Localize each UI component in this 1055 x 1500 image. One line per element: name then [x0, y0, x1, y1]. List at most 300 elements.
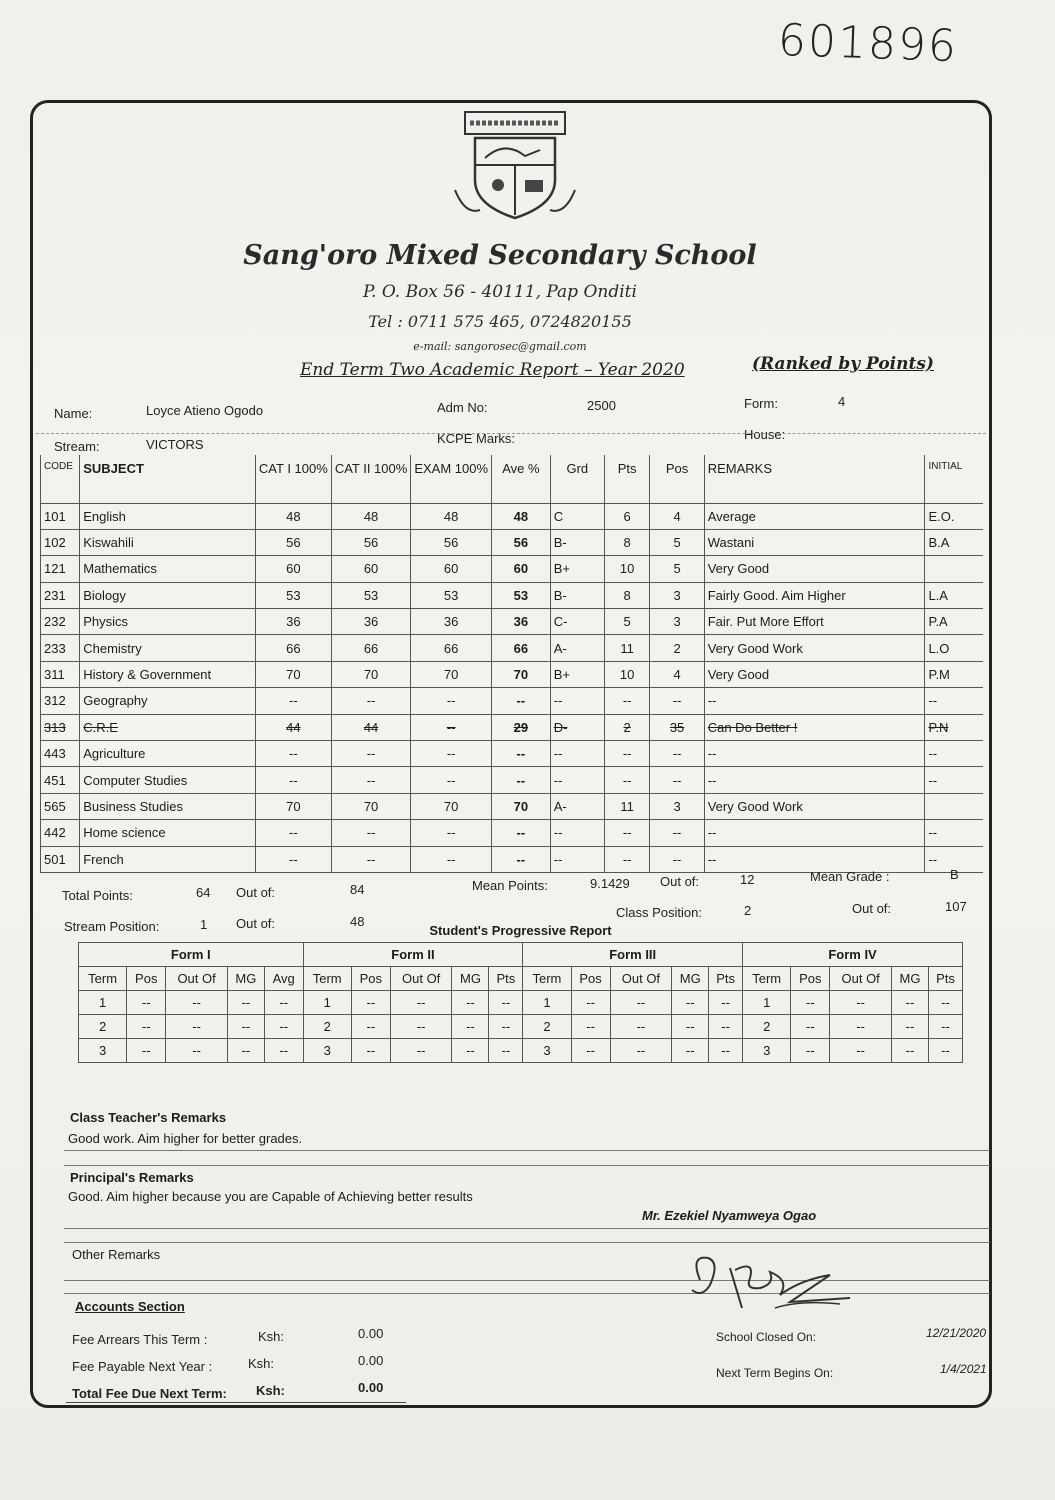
subject-ave-cell: 70 — [492, 793, 551, 819]
subject-exam-cell: -- — [411, 688, 492, 714]
progress-empty-cell: -- — [127, 1038, 166, 1062]
subject-subject-cell: Physics — [80, 609, 256, 635]
subject-pts-cell: 8 — [604, 582, 650, 608]
subject-pts-cell: 11 — [604, 635, 650, 661]
subject-cat2-cell: 56 — [331, 529, 411, 555]
subject-ave-cell: 53 — [492, 582, 551, 608]
subject-remarks-cell: Very Good — [704, 556, 925, 582]
subject-exam-cell: 66 — [411, 635, 492, 661]
subject-subject-cell: Chemistry — [80, 635, 256, 661]
rule-line — [64, 1228, 990, 1229]
name-label: Name: — [54, 406, 93, 421]
progress-empty-cell: -- — [571, 990, 610, 1014]
progress-empty-cell: -- — [227, 1014, 264, 1038]
subject-exam-cell: -- — [411, 767, 492, 793]
header-ave: Ave % — [492, 455, 551, 503]
subject-cat1-cell: -- — [255, 820, 331, 846]
student-name: Loyce Atieno Ogodo — [146, 403, 264, 418]
subject-pts-cell: 11 — [604, 793, 650, 819]
subject-pos-cell: 4 — [650, 661, 704, 687]
subject-pos-cell: 5 — [650, 529, 704, 555]
progress-empty-cell: -- — [390, 1038, 452, 1062]
subject-code-cell: 311 — [41, 661, 80, 687]
progress-empty-cell: -- — [166, 1038, 228, 1062]
subject-row — [41, 529, 984, 555]
progress-empty-cell: -- — [390, 990, 452, 1014]
adm-label: Adm No: — [437, 400, 488, 415]
subject-cat2-cell: -- — [331, 741, 411, 767]
subject-exam-cell: 70 — [411, 793, 492, 819]
subject-grd-cell: -- — [550, 846, 604, 872]
subject-exam-cell: -- — [411, 714, 492, 740]
subject-cat2-cell: 36 — [331, 609, 411, 635]
subject-pts-cell: 5 — [604, 609, 650, 635]
term-number-cell: 2 — [523, 1014, 571, 1038]
progress-column-header: MG — [891, 966, 928, 990]
stream-position: 1 — [200, 917, 208, 932]
subject-row — [41, 820, 984, 846]
term-number-cell: 2 — [743, 1014, 791, 1038]
subject-subject-cell: Kiswahili — [80, 529, 256, 555]
subject-exam-cell: 53 — [411, 582, 492, 608]
progress-term-row — [79, 990, 963, 1014]
progress-column-header: Term — [523, 966, 571, 990]
adm-number: 2500 — [587, 398, 616, 413]
subject-exam-cell: 36 — [411, 609, 492, 635]
subject-cat2-cell: 60 — [331, 556, 411, 582]
subject-ave-cell: 70 — [492, 661, 551, 687]
subject-initial-cell: B.A — [925, 529, 983, 555]
subject-ave-cell: -- — [492, 741, 551, 767]
subject-pos-cell: -- — [650, 767, 704, 793]
total-out-of-label: Out of: — [236, 885, 276, 900]
subject-exam-cell: -- — [411, 846, 492, 872]
progress-empty-cell: -- — [928, 990, 962, 1014]
progress-column-header: Pos — [351, 966, 390, 990]
progress-empty-cell: -- — [571, 1014, 610, 1038]
progress-column-header: Out Of — [390, 966, 452, 990]
school-crest-logo — [450, 110, 580, 225]
subject-cat2-cell: 70 — [331, 661, 411, 687]
subject-grd-cell: -- — [550, 688, 604, 714]
form-header: Form II — [303, 942, 523, 966]
progress-empty-cell: -- — [891, 1014, 928, 1038]
school-closed-label: School Closed On: — [716, 1330, 817, 1344]
progress-empty-cell: -- — [610, 1014, 672, 1038]
subject-cat2-cell: 44 — [331, 714, 411, 740]
subject-code-cell: 121 — [41, 556, 80, 582]
subject-initial-cell: P.A — [925, 609, 983, 635]
progress-empty-cell: -- — [351, 1014, 390, 1038]
subject-pts-cell: 10 — [604, 661, 650, 687]
subject-cat2-cell: 53 — [331, 582, 411, 608]
progress-empty-cell: -- — [166, 990, 228, 1014]
school-po-box: P. O. Box 56 - 40111, Pap Onditi — [363, 282, 637, 302]
subject-initial-cell: P.M — [925, 661, 983, 687]
fee-arrears-amount: 0.00 — [358, 1326, 384, 1341]
subject-row — [41, 609, 984, 635]
term-number-cell: 3 — [523, 1038, 571, 1062]
progress-column-header: Avg — [264, 966, 303, 990]
progress-empty-cell: -- — [264, 1038, 303, 1062]
progress-empty-cell: -- — [127, 1014, 166, 1038]
term-number-cell: 3 — [303, 1038, 351, 1062]
subject-cat1-cell: 48 — [255, 503, 331, 529]
progress-empty-cell: -- — [610, 1038, 672, 1062]
progress-column-header: Term — [79, 966, 127, 990]
subject-row — [41, 503, 984, 529]
progress-empty-cell: -- — [791, 990, 830, 1014]
subject-subject-cell: French — [80, 846, 256, 872]
subject-subject-cell: History & Government — [80, 661, 256, 687]
progress-empty-cell: -- — [928, 1038, 962, 1062]
dotted-separator — [36, 433, 986, 434]
header-remarks: REMARKS — [704, 455, 925, 503]
subject-initial-cell: E.O. — [925, 503, 983, 529]
subject-grd-cell: B- — [550, 582, 604, 608]
term-number-cell: 2 — [79, 1014, 127, 1038]
subject-grd-cell: B+ — [550, 556, 604, 582]
subject-cat2-cell: 70 — [331, 793, 411, 819]
subject-cat2-cell: -- — [331, 820, 411, 846]
subject-code-cell: 442 — [41, 820, 80, 846]
subject-ave-cell: -- — [492, 688, 551, 714]
term-number-cell: 1 — [523, 990, 571, 1014]
total-points: 64 — [196, 885, 211, 900]
subject-subject-cell: Home science — [80, 820, 256, 846]
subject-pts-cell: -- — [604, 688, 650, 714]
term-number-cell: 1 — [743, 990, 791, 1014]
subject-initial-cell — [925, 793, 983, 819]
form-label: Form: — [744, 396, 778, 411]
school-email: e-mail: sangorosec@gmail.com — [413, 340, 587, 353]
subject-initial-cell: P.N — [925, 714, 983, 740]
subject-pos-cell: -- — [650, 820, 704, 846]
subject-remarks-cell: Can Do Better ! — [704, 714, 925, 740]
subject-cat1-cell: 53 — [255, 582, 331, 608]
subject-row — [41, 767, 984, 793]
progressive-report-title: Student's Progressive Report — [79, 920, 963, 942]
subject-cat2-cell: 48 — [331, 503, 411, 529]
mean-points-label: Mean Points: — [472, 878, 548, 893]
progress-empty-cell: -- — [610, 990, 672, 1014]
fee-payable-label: Fee Payable Next Year : — [72, 1359, 213, 1374]
subject-grd-cell: D- — [550, 714, 604, 740]
stream-position-label: Stream Position: — [64, 919, 160, 934]
subject-initial-cell: -- — [925, 820, 983, 846]
subject-code-cell: 565 — [41, 793, 80, 819]
mean-points: 9.1429 — [590, 876, 630, 891]
subject-remarks-cell: Wastani — [704, 529, 925, 555]
fee-arrears-currency: Ksh: — [258, 1329, 285, 1344]
form-header: Form III — [523, 942, 743, 966]
progress-empty-cell: -- — [830, 1014, 892, 1038]
subject-pos-cell: 3 — [650, 609, 704, 635]
stream-label: Stream: — [54, 439, 100, 454]
subject-cat2-cell: 66 — [331, 635, 411, 661]
subject-cat1-cell: 36 — [255, 609, 331, 635]
progress-empty-cell: -- — [351, 1038, 390, 1062]
progress-column-header: Term — [743, 966, 791, 990]
progress-empty-cell: -- — [830, 1038, 892, 1062]
progress-empty-cell: -- — [891, 1038, 928, 1062]
subject-grd-cell: A- — [550, 635, 604, 661]
subject-pos-cell: -- — [650, 846, 704, 872]
principal-signature — [680, 1240, 860, 1320]
progress-empty-cell: -- — [709, 1038, 743, 1062]
progress-empty-cell: -- — [489, 1014, 523, 1038]
subject-pos-cell: 35 — [650, 714, 704, 740]
term-number-cell: 2 — [303, 1014, 351, 1038]
other-remarks-label: Other Remarks — [72, 1247, 161, 1262]
marks-header-row — [41, 455, 984, 503]
class-position-label: Class Position: — [616, 905, 702, 920]
progress-empty-cell: -- — [489, 1038, 523, 1062]
subject-pts-cell: -- — [604, 846, 650, 872]
subject-cat1-cell: -- — [255, 741, 331, 767]
subject-ave-cell: 60 — [492, 556, 551, 582]
subject-ave-cell: 56 — [492, 529, 551, 555]
fee-payable-currency: Ksh: — [248, 1356, 275, 1371]
subject-pos-cell: 5 — [650, 556, 704, 582]
subject-exam-cell: -- — [411, 741, 492, 767]
subject-code-cell: 102 — [41, 529, 80, 555]
mean-out-of-label: Out of: — [660, 874, 700, 889]
progress-empty-cell: -- — [489, 990, 523, 1014]
subject-ave-cell: -- — [492, 767, 551, 793]
progress-column-header: Pos — [791, 966, 830, 990]
subject-row — [41, 741, 984, 767]
header-cat2: CAT II 100% — [331, 455, 411, 503]
next-term-label: Next Term Begins On: — [716, 1366, 834, 1380]
progress-column-header: Pos — [127, 966, 166, 990]
subject-remarks-cell: Very Good Work — [704, 635, 925, 661]
report-title: End Term Two Academic Report – Year 2020 — [300, 360, 685, 380]
subject-pos-cell: 2 — [650, 635, 704, 661]
mean-grade-label: Mean Grade : — [810, 869, 890, 884]
progress-empty-cell: -- — [452, 1038, 489, 1062]
rule-line — [64, 1165, 990, 1166]
subject-pts-cell: -- — [604, 741, 650, 767]
subject-grd-cell: -- — [550, 767, 604, 793]
total-fee-due-label: Total Fee Due Next Term: — [72, 1386, 227, 1401]
subject-pos-cell: -- — [650, 741, 704, 767]
subject-subject-cell: Agriculture — [80, 741, 256, 767]
subject-code-cell: 231 — [41, 582, 80, 608]
progress-term-row — [79, 1014, 963, 1038]
progress-column-header: Pos — [571, 966, 610, 990]
subject-exam-cell: 56 — [411, 529, 492, 555]
subject-initial-cell: -- — [925, 741, 983, 767]
stream-value: VICTORS — [146, 437, 204, 452]
house-label: House: — [744, 427, 786, 442]
class-position: 2 — [744, 903, 752, 918]
progress-column-header: Out Of — [166, 966, 228, 990]
progressive-report-table — [78, 920, 963, 1063]
accounts-section-title: Accounts Section — [75, 1299, 185, 1314]
subject-code-cell: 501 — [41, 846, 80, 872]
stream-out-of-label: Out of: — [236, 916, 276, 931]
subject-ave-cell: 36 — [492, 609, 551, 635]
subject-ave-cell: -- — [492, 846, 551, 872]
subject-code-cell: 101 — [41, 503, 80, 529]
subject-ave-cell: 66 — [492, 635, 551, 661]
subject-remarks-cell: Average — [704, 503, 925, 529]
term-number-cell: 1 — [79, 990, 127, 1014]
subject-pts-cell: -- — [604, 767, 650, 793]
subject-remarks-cell: -- — [704, 741, 925, 767]
progress-empty-cell: -- — [452, 1014, 489, 1038]
subject-subject-cell: C.R.E — [80, 714, 256, 740]
header-pts: Pts — [604, 455, 650, 503]
subject-row — [41, 714, 984, 740]
subject-code-cell: 443 — [41, 741, 80, 767]
progress-empty-cell: -- — [390, 1014, 452, 1038]
next-term-date: 1/4/2021 — [940, 1362, 987, 1376]
progress-column-header: Pts — [709, 966, 743, 990]
subject-exam-cell: 48 — [411, 503, 492, 529]
subject-pts-cell: 6 — [604, 503, 650, 529]
subject-row — [41, 556, 984, 582]
progress-column-header: Out Of — [830, 966, 892, 990]
subject-cat1-cell: -- — [255, 767, 331, 793]
subject-cat2-cell: -- — [331, 846, 411, 872]
progress-empty-cell: -- — [264, 990, 303, 1014]
subject-grd-cell: -- — [550, 741, 604, 767]
progress-column-header: MG — [672, 966, 709, 990]
progress-column-header: Out Of — [610, 966, 672, 990]
subject-code-cell: 232 — [41, 609, 80, 635]
subject-subject-cell: Geography — [80, 688, 256, 714]
subject-cat1-cell: 66 — [255, 635, 331, 661]
subject-ave-cell: -- — [492, 820, 551, 846]
class-out-of-label: Out of: — [852, 901, 892, 916]
subject-cat2-cell: -- — [331, 688, 411, 714]
kcpe-label: KCPE Marks: — [437, 431, 516, 446]
subject-row — [41, 688, 984, 714]
subject-code-cell: 451 — [41, 767, 80, 793]
progress-empty-cell: -- — [928, 1014, 962, 1038]
progress-empty-cell: -- — [127, 990, 166, 1014]
class-teacher-remarks-label: Class Teacher's Remarks — [70, 1110, 227, 1125]
subject-initial-cell: L.O — [925, 635, 983, 661]
header-subject: SUBJECT — [80, 455, 256, 503]
subject-cat1-cell: 44 — [255, 714, 331, 740]
school-closed-date: 12/21/2020 — [926, 1326, 987, 1340]
subject-cat1-cell: 56 — [255, 529, 331, 555]
subject-row — [41, 582, 984, 608]
header-initial: INITIAL — [925, 455, 983, 503]
subject-cat1-cell: 60 — [255, 556, 331, 582]
header-pos: Pos — [650, 455, 704, 503]
subject-ave-cell: 29 — [492, 714, 551, 740]
subject-cat1-cell: 70 — [255, 661, 331, 687]
marks-table — [40, 455, 983, 873]
subject-code-cell: 233 — [41, 635, 80, 661]
subject-cat1-cell: -- — [255, 846, 331, 872]
progress-empty-cell: -- — [571, 1038, 610, 1062]
school-name: Sang'oro Mixed Secondary School — [243, 240, 757, 271]
progress-empty-cell: -- — [264, 1014, 303, 1038]
subject-subject-cell: Mathematics — [80, 556, 256, 582]
subject-pos-cell: 4 — [650, 503, 704, 529]
subject-initial-cell — [925, 556, 983, 582]
rule-line — [64, 1150, 990, 1151]
progress-empty-cell: -- — [830, 990, 892, 1014]
progress-empty-cell: -- — [227, 990, 264, 1014]
progress-empty-cell: -- — [709, 990, 743, 1014]
subject-exam-cell: -- — [411, 820, 492, 846]
subject-initial-cell: -- — [925, 846, 983, 872]
subject-row — [41, 635, 984, 661]
subject-pos-cell: 3 — [650, 582, 704, 608]
subject-grd-cell: C- — [550, 609, 604, 635]
header-cat1: CAT I 100% — [255, 455, 331, 503]
total-fee-amount: 0.00 — [358, 1380, 384, 1395]
subject-exam-cell: 60 — [411, 556, 492, 582]
subject-pts-cell: -- — [604, 820, 650, 846]
subject-grd-cell: -- — [550, 820, 604, 846]
progress-empty-cell: -- — [672, 1038, 709, 1062]
form-header: Form IV — [743, 942, 963, 966]
class-out-of: 107 — [945, 899, 967, 914]
handwritten-doc-number: 601896 — [777, 14, 959, 73]
form-header-row — [79, 942, 963, 966]
subject-remarks-cell: Fair. Put More Effort — [704, 609, 925, 635]
term-number-cell: 1 — [303, 990, 351, 1014]
subject-ave-cell: 48 — [492, 503, 551, 529]
progress-empty-cell: -- — [891, 990, 928, 1014]
subject-remarks-cell: Very Good Work — [704, 793, 925, 819]
school-telephone: Tel : 0711 575 465, 0724820155 — [368, 312, 632, 331]
subject-remarks-cell: -- — [704, 767, 925, 793]
subject-subject-cell: Biology — [80, 582, 256, 608]
progress-empty-cell: -- — [672, 1014, 709, 1038]
subject-grd-cell: B+ — [550, 661, 604, 687]
subject-subject-cell: Business Studies — [80, 793, 256, 819]
progress-term-row — [79, 1038, 963, 1062]
total-out-of: 84 — [350, 882, 365, 897]
form-value: 4 — [838, 394, 846, 409]
subject-code-cell: 313 — [41, 714, 80, 740]
subject-remarks-cell: -- — [704, 846, 925, 872]
subject-initial-cell: -- — [925, 688, 983, 714]
subject-subject-cell: Computer Studies — [80, 767, 256, 793]
principal-remarks-label: Principal's Remarks — [70, 1170, 194, 1185]
progress-column-header: Pts — [489, 966, 523, 990]
subject-remarks-cell: Fairly Good. Aim Higher — [704, 582, 925, 608]
subject-row — [41, 793, 984, 819]
subject-remarks-cell: Very Good — [704, 661, 925, 687]
subject-initial-cell: -- — [925, 767, 983, 793]
form-header: Form I — [79, 942, 304, 966]
progress-column-row — [79, 966, 963, 990]
progress-column-header: Term — [303, 966, 351, 990]
progress-empty-cell: -- — [227, 1038, 264, 1062]
subject-pts-cell: 10 — [604, 556, 650, 582]
header-exam: EXAM 100% — [411, 455, 492, 503]
subject-exam-cell: 70 — [411, 661, 492, 687]
stream-out-of: 48 — [350, 914, 365, 929]
mean-out-of: 12 — [740, 872, 755, 887]
total-points-label: Total Points: — [62, 888, 133, 903]
progress-empty-cell: -- — [709, 1014, 743, 1038]
progress-empty-cell: -- — [166, 1014, 228, 1038]
fee-arrears-label: Fee Arrears This Term : — [72, 1332, 208, 1347]
principal-remarks: Good. Aim higher because you are Capable of Achieving better results — [68, 1189, 473, 1204]
progress-empty-cell: -- — [351, 990, 390, 1014]
subject-cat1-cell: 70 — [255, 793, 331, 819]
